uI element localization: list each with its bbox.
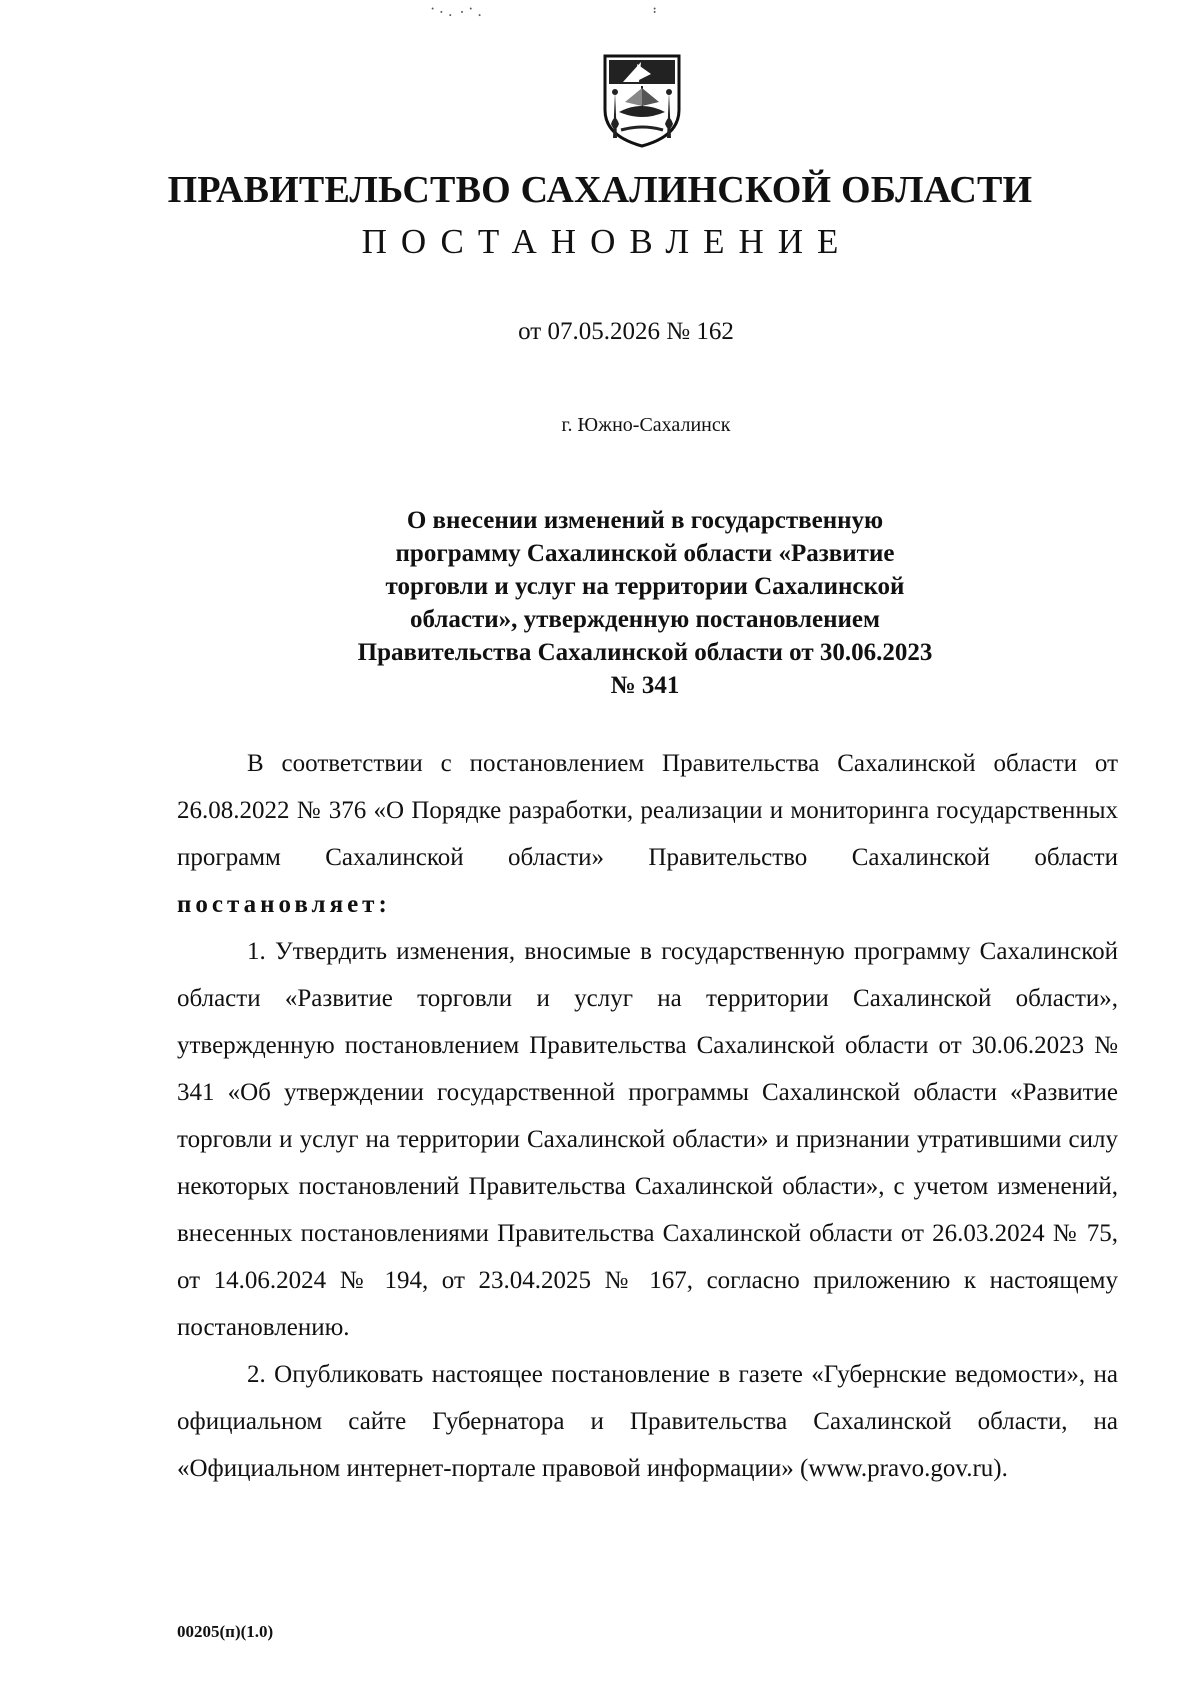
form-code: 00205(п)(1.0)	[177, 1622, 274, 1641]
preamble-text: В соответствии с постановлением Правительства Сахалинской области от 26.08.2022 № 376 «О Порядке разработки, реализации и мониторинга государственных программ Сахалинской области» Правительство Сахалинской области	[177, 750, 1118, 871]
scan-artifact: ⠃	[652, 6, 661, 20]
document-subject: О внесении изменений в государственную программу Сахалинской области «Развитие торговли и услуг на территории Сахалинской области», утвержденную постановлением Правительства Сахалинской области от 30.06.2023 № 341	[357, 507, 933, 699]
scan-artifact: ⠁⠂⠄ ⠂⠁⠄	[430, 6, 486, 20]
document-body	[177, 740, 1118, 1492]
item-2-paragraph: 2. Опубликовать настоящее постановление в газете «Губернские ведомости», на официальном сайте Губернатора и Правительства Сахалинской области, на «Официальном интернет-портале правовой информации» (www.pravo.gov.ru).	[177, 1361, 1118, 1482]
document-date-number: от 07.05.2026 № 162	[518, 318, 734, 345]
government-title: ПРАВИТЕЛЬСТВО САХАЛИНСКОЙ ОБЛАСТИ	[167, 169, 1033, 211]
document-type: ПОСТАНОВЛЕНИЕ	[361, 222, 853, 261]
document-city: г. Южно-Сахалинск	[561, 414, 731, 436]
sakhalin-coat-of-arms-icon	[601, 52, 683, 148]
resolves-word: постановляет:	[177, 891, 391, 918]
preamble-paragraph	[177, 740, 1118, 928]
item-1-paragraph: 1. Утвердить изменения, вносимые в государственную программу Сахалинской области «Развитие торговли и услуг на территории Сахалинской области», утвержденную постановлением Правительства Сахалинской области от 30.06.2023 № 341 «Об утверждении государственной программы Сахалинской области «Развитие торговли и услуг на территории Сахалинской области» и признании утратившими силу некоторых постановлений Правительства Сахалинской области», с учетом изменений, внесенных постановлениями Правительства Сахалинской области от 26.03.2024 № 75, от 14.06.2024 № 194, от 23.04.2025 № 167, согласно приложению к настоящему постановлению.	[177, 938, 1118, 1341]
